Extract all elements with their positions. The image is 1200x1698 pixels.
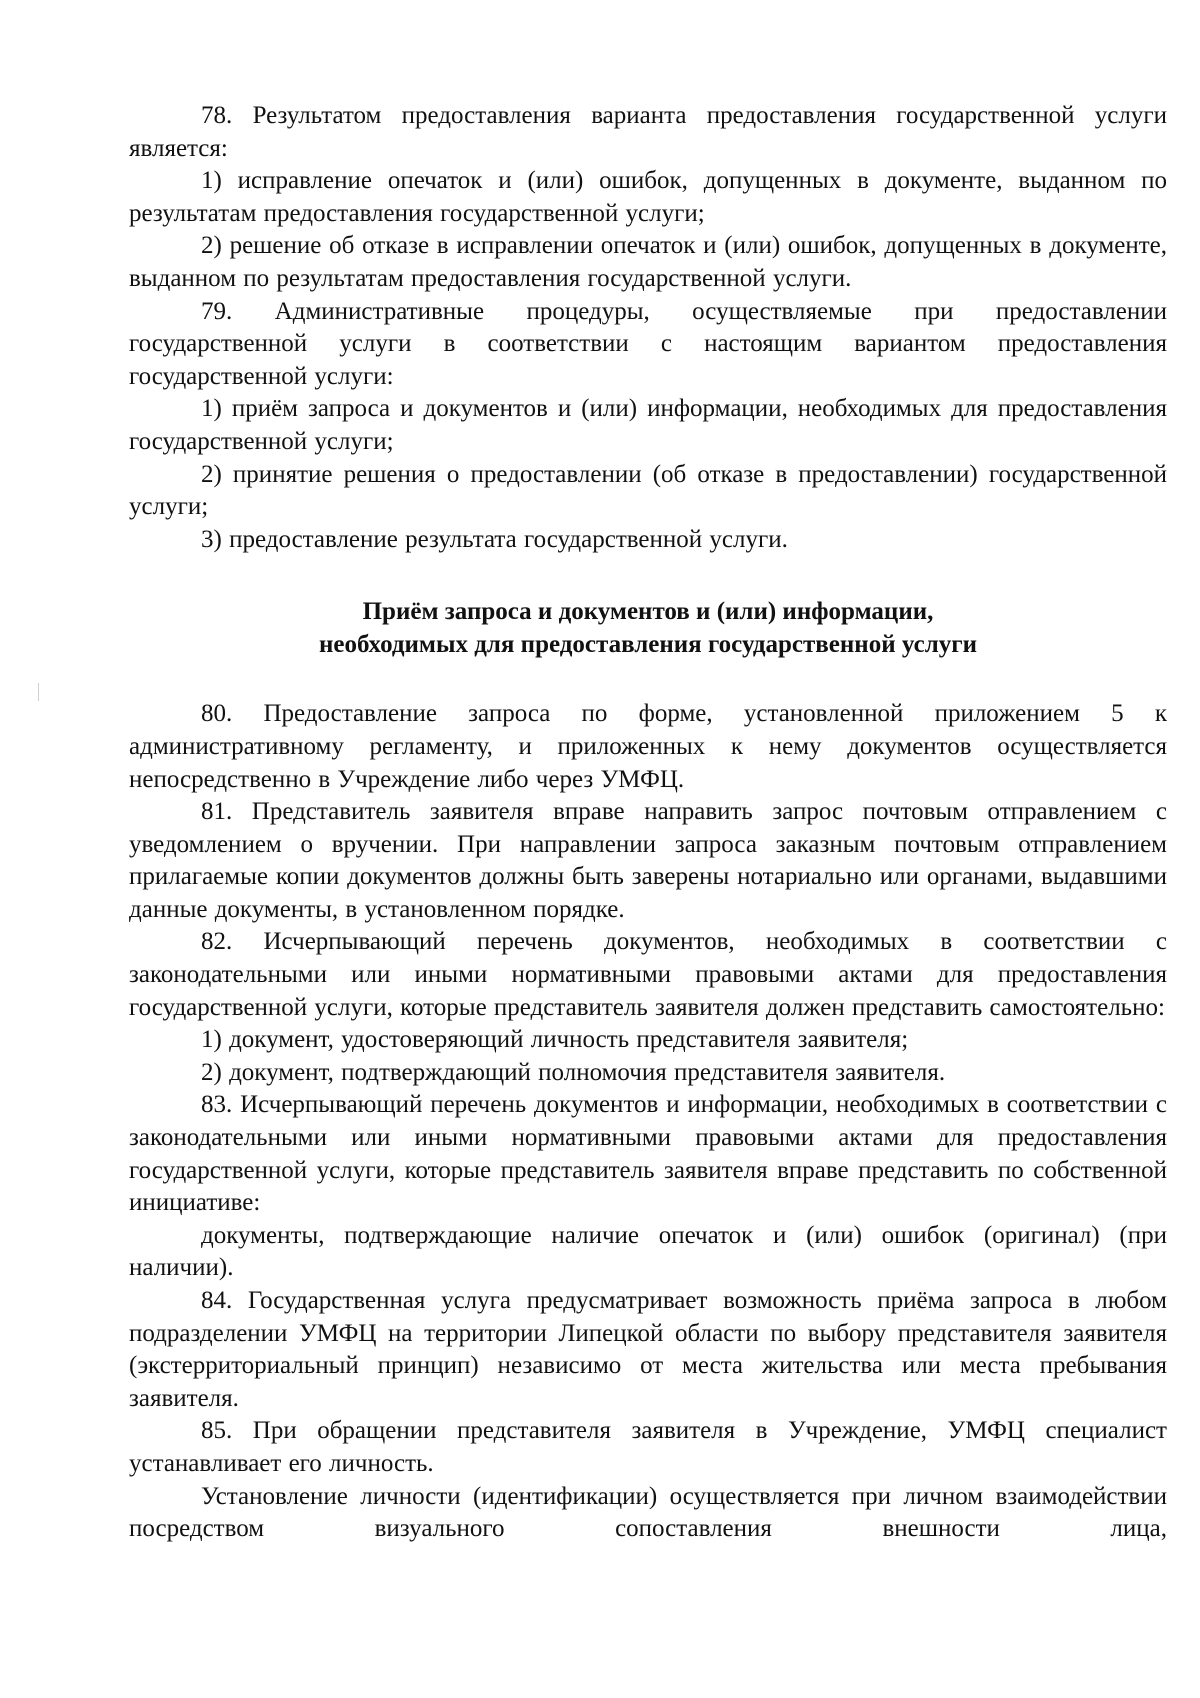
paragraph-84: 84. Государственная услуга предусматривает возможность приёма запроса в любом подразделении УМФЦ на территории Липецкой области по выбору представителя заявителя (экстерриториальный принцип) независимо от места жительства или места пребывания заявителя.	[129, 1287, 1167, 1412]
paragraph-80: 80. Предоставление запроса по форме, установленной приложением 5 к административному регламенту, и приложенных к нему документов осуществляется непосредственно в Учреждение либо через УМФЦ.	[129, 700, 1167, 793]
list-item-79-2: 2) принятие решения о предоставлении (об отказе в предоставлении) государственной услуги;	[129, 460, 1167, 521]
document-body	[129, 100, 1167, 1546]
list-item-78-1: 1) исправление опечаток и (или) ошибок, допущенных в документе, выданном по результатам предоставления государственной услуги;	[129, 167, 1167, 227]
section-heading	[129, 595, 1167, 661]
scan-margin-mark	[38, 683, 39, 701]
paragraph-81: 81. Представитель заявителя вправе направить запрос почтовым отправлением с уведомлением о вручении. При направлении запроса заказным почтовым отправлением прилагаемые копии документов должны быть заверены нотариально или органами, выдавшими данные документы, в установленном порядке.	[129, 798, 1167, 923]
section-heading-line-2: необходимых для предоставления государственной услуги	[319, 631, 977, 659]
section-heading-line-1: Приём запроса и документов и (или) информации,	[362, 598, 934, 626]
list-item-82-1: 1) документ, удостоверяющий личность представителя заявителя;	[201, 1026, 909, 1054]
paragraph-79: 79. Административные процедуры, осуществляемые при предоставлении государственной услуги в соответствии с настоящим вариантом предоставления государственной услуги:	[129, 297, 1167, 390]
paragraph-82: 82. Исчерпывающий перечень документов, необходимых в соответствии с законодательными или иными нормативными правовыми актами для предоставления государственной услуги, которые представитель заявителя должен представить самостоятельно:	[129, 928, 1167, 1021]
paragraph-78: 78. Результатом предоставления варианта предоставления государственной услуги является:	[129, 102, 1167, 162]
list-item-82-2: 2) документ, подтверждающий полномочия представителя заявителя.	[201, 1058, 946, 1086]
list-item-79-1: 1) приём запроса и документов и (или) информации, необходимых для предоставления государственной услуги;	[129, 395, 1167, 455]
paragraph-83-documents: документы, подтверждающие наличие опечаток и (или) ошибок (оригинал) (при наличии).	[129, 1221, 1167, 1282]
list-item-79-3: 3) предоставление результата государственной услуги.	[201, 525, 788, 553]
list-item-78-2: 2) решение об отказе в исправлении опечаток и (или) ошибок, допущенных в документе, выданном по результатам предоставления государственной услуги.	[129, 232, 1167, 292]
paragraph-identification: Установление личности (идентификации) осуществляется при личном взаимодействии посредством визуального сопоставления внешности лица,	[129, 1482, 1167, 1543]
paragraph-83: 83. Исчерпывающий перечень документов и информации, необходимых в соответствии с законодательными или иными нормативными правовыми актами для предоставления государственной услуги, которые представитель заявителя вправе представить по собственной инициативе:	[129, 1091, 1167, 1217]
paragraph-85: 85. При обращении представителя заявителя в Учреждение, УМФЦ специалист устанавливает его личность.	[129, 1417, 1167, 1477]
